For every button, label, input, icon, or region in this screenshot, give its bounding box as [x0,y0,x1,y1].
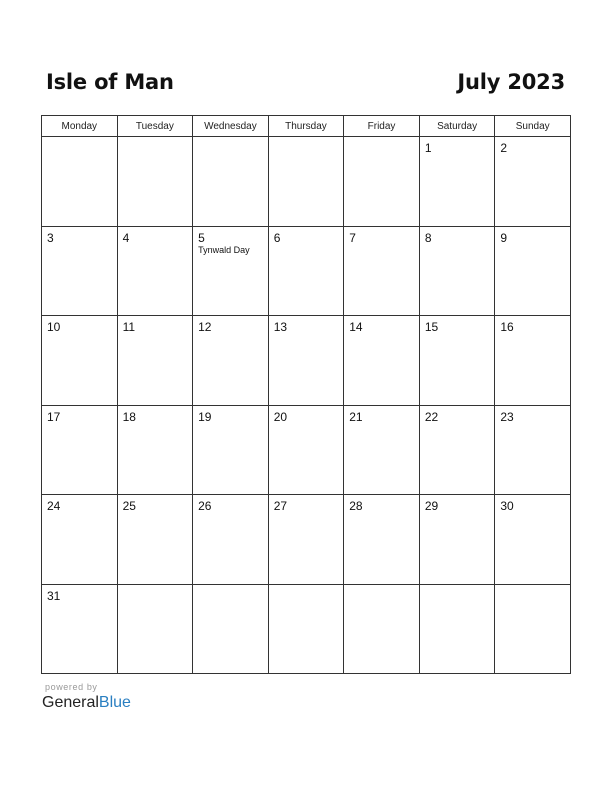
day-cell [495,226,571,316]
holiday-label: Tynwald Day [198,244,250,255]
day-cell [117,226,193,316]
day-cell [344,495,420,585]
day-cell [117,584,193,674]
weekday-friday: Friday [344,116,420,137]
week-row [42,405,571,495]
day-number: 6 [273,230,281,245]
day-cell [344,316,420,406]
day-cell [268,584,344,674]
day-number: 7 [349,230,356,245]
day-number: 19 [198,409,212,424]
day-cell [419,405,495,495]
week-row [42,316,571,406]
day-cell [344,137,420,227]
powered-by-label: powered by [45,682,98,692]
week-row [42,226,571,316]
day-cell [268,405,344,495]
day-cell [42,405,118,495]
weekday-monday: Monday [42,116,118,137]
day-number: 9 [500,230,508,245]
day-cell [419,495,495,585]
day-cell [193,495,269,585]
day-cell [419,226,495,316]
day-cell [495,405,571,495]
day-cell [42,584,118,674]
day-cell [344,405,420,495]
day-cell [193,226,269,316]
day-cell [419,137,495,227]
day-number: 26 [198,499,212,513]
day-cell [193,316,269,406]
weekday-wednesday: Wednesday [193,116,269,137]
day-cell [117,137,193,227]
day-cell [117,495,193,585]
day-number: 16 [500,320,514,334]
day-cell [344,584,420,674]
day-cell [268,137,344,227]
day-cell [268,226,344,316]
day-cell [193,137,269,227]
generalblue-logo[interactable] [42,694,131,712]
day-cell [42,495,118,585]
day-cell [495,137,571,227]
day-number: 27 [273,499,288,513]
month-year-title: July 2023 [457,70,565,94]
day-cell [42,226,118,316]
day-cell [117,405,193,495]
day-cell [42,137,118,227]
weekday-header-row [42,116,571,137]
day-number: 13 [273,320,288,334]
weekday-tuesday: Tuesday [117,116,193,137]
day-number: 12 [198,320,212,334]
day-cell [117,316,193,406]
weekday-thursday: Thursday [268,116,344,137]
region-title: Isle of Man [46,70,174,94]
day-cell [193,584,269,674]
day-number: 28 [349,499,363,513]
week-row [42,584,571,674]
brand-general-text: General [42,694,99,711]
week-row [42,137,571,227]
day-cell [268,495,344,585]
day-number: 21 [349,409,363,424]
day-number: 25 [122,499,136,513]
day-cell [42,316,118,406]
day-number: 5 [198,230,205,245]
day-cell [495,316,571,406]
day-number: 15 [424,320,439,334]
day-number: 30 [500,499,514,513]
day-number: 29 [424,499,439,513]
day-number: 23 [500,409,514,424]
day-number: 31 [47,588,61,603]
day-number: 14 [349,320,363,334]
day-number: 3 [47,230,54,245]
day-number: 17 [47,409,61,424]
weekday-saturday: Saturday [419,116,495,137]
day-number: 24 [47,499,61,513]
day-cell [268,316,344,406]
day-cell [495,495,571,585]
calendar-body [42,137,571,674]
brand-blue-text: Blue [98,694,131,711]
day-number: 18 [122,409,136,424]
day-cell [419,584,495,674]
day-number: 22 [424,409,439,424]
day-number: 11 [122,320,136,334]
day-number: 1 [424,141,432,155]
day-cell [344,226,420,316]
day-cell [193,405,269,495]
weekday-sunday: Sunday [495,116,571,137]
day-number: 4 [122,230,130,245]
calendar-grid [41,115,571,674]
day-number: 2 [500,141,508,155]
day-number: 10 [47,320,61,334]
day-number: 8 [424,230,432,245]
week-row [42,495,571,585]
day-cell [495,584,571,674]
day-number: 20 [273,409,288,424]
day-cell [419,316,495,406]
